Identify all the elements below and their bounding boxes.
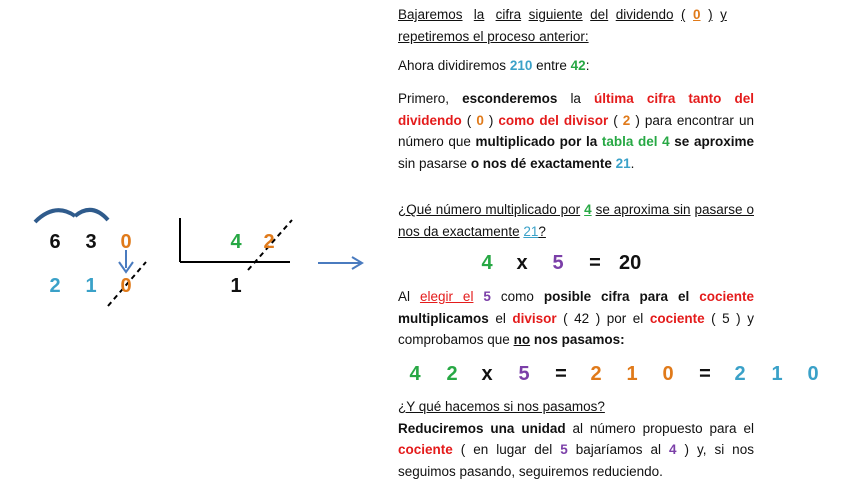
text: ( en lugar del <box>460 442 553 457</box>
remainder-digit: 2 <box>49 275 61 297</box>
paragraph-al-elegir <box>398 286 754 351</box>
text: ¿Qué número multiplicado por <box>398 202 581 217</box>
text: ( 5 ) <box>711 310 741 326</box>
text: se aproxima sin <box>595 202 691 217</box>
equation-term: = <box>589 252 601 274</box>
text: cociente <box>699 289 754 304</box>
text: ) <box>635 112 640 128</box>
text: para encontrar <box>644 112 734 128</box>
paragraph-bajaremos <box>398 4 754 47</box>
text: elegir el <box>419 289 474 304</box>
equation-term: 0 <box>662 363 674 385</box>
equation-term: 2 <box>590 363 602 385</box>
equation-term: = <box>699 363 711 385</box>
division-figure <box>0 0 380 493</box>
text: pasarse o nos da exactamente <box>398 202 754 239</box>
text: al número propuesto para <box>572 420 737 436</box>
text: tabla del 4 <box>601 134 670 149</box>
text: Primero, <box>398 91 450 106</box>
brace-right <box>75 210 108 220</box>
text: 4 <box>584 202 592 217</box>
remainder-digit: 1 <box>85 275 97 297</box>
text: 4 <box>669 442 677 457</box>
text: 210 <box>509 58 533 73</box>
equation-term: 2 <box>734 363 746 385</box>
equation-term: 4 <box>481 252 493 274</box>
text: 42 <box>570 58 586 73</box>
text: ) y, si nos <box>684 442 754 457</box>
equation-term: 4 <box>409 363 421 385</box>
text: multiplicado por la <box>475 134 598 149</box>
dividend-digit: 3 <box>85 231 97 253</box>
text: se <box>674 134 690 149</box>
text: entre <box>536 58 567 73</box>
text: : <box>585 58 590 73</box>
text: o nos dé exactamente <box>470 155 612 171</box>
text: 5 <box>560 442 568 457</box>
text: cifra <box>495 7 522 22</box>
text: última cifra tanto del <box>594 91 754 106</box>
text: repetiremos el proceso anterior: <box>398 28 589 44</box>
equation-term: x <box>481 363 493 385</box>
text: Bajaremos <box>398 7 463 22</box>
text: ( <box>613 112 618 128</box>
text: ( 42 ) <box>563 310 601 326</box>
paragraph-primero <box>398 88 754 174</box>
text: del <box>590 7 609 22</box>
divisor-digit: 4 <box>230 231 242 253</box>
equation-term: 1 <box>626 363 638 385</box>
text: por el <box>606 310 644 326</box>
equation-term: x <box>516 252 528 274</box>
paragraph-y-que <box>398 396 754 482</box>
text: ? <box>538 223 546 239</box>
text: sin pasarse <box>398 155 468 171</box>
text: 2 <box>622 112 631 128</box>
text: ( <box>681 7 686 22</box>
remainder-digit: 0 <box>120 275 132 297</box>
text: aproxime <box>693 134 754 149</box>
divisor-digit: 2 <box>263 231 275 253</box>
text: no <box>513 332 531 347</box>
equation-term: 20 <box>619 252 642 274</box>
text: nos pasamos: <box>533 332 625 347</box>
text: un número que <box>398 112 754 149</box>
paragraph-ahora <box>398 55 754 77</box>
text: multiplicamos <box>398 310 489 326</box>
text: comprobamos que <box>398 332 510 347</box>
equation-term: = <box>555 363 567 385</box>
text: el <box>743 420 754 436</box>
text: 5 <box>483 289 491 304</box>
text: esconderemos <box>462 91 558 106</box>
text: como del divisor <box>498 112 609 128</box>
text: 21 <box>523 223 539 239</box>
dividend-digit: 0 <box>120 231 132 253</box>
text: seguimos pasando, seguiremos reduciendo. <box>398 463 663 479</box>
text: Ahora dividiremos <box>398 58 507 73</box>
text: bajaríamos al <box>575 442 662 457</box>
text: ) <box>488 112 494 128</box>
text: dividendo <box>398 112 462 128</box>
equation-term: 2 <box>446 363 458 385</box>
text: la <box>570 91 581 106</box>
brace-left <box>35 210 75 222</box>
text: 0 <box>693 7 701 22</box>
dividend-digit: 6 <box>49 231 61 253</box>
text: ) <box>708 7 713 22</box>
text: la <box>473 7 485 22</box>
text: cociente <box>649 310 705 326</box>
equation-term: 0 <box>807 363 819 385</box>
quotient-digit: 1 <box>230 275 242 297</box>
text: Al <box>398 289 411 304</box>
equation-term: 5 <box>552 252 564 274</box>
text: divisor <box>512 310 557 326</box>
text: y <box>720 7 727 22</box>
text: siguiente <box>528 7 583 22</box>
text: Reduciremos una unidad <box>398 420 566 436</box>
text: ( <box>466 112 472 128</box>
text: ¿Y qué hacemos si nos pasamos? <box>398 399 605 414</box>
text: dividendo <box>615 7 674 22</box>
text: el <box>495 310 506 326</box>
equation-term: 1 <box>771 363 783 385</box>
text: . <box>630 155 635 171</box>
paragraph-que-numero <box>398 199 754 242</box>
text: 21 <box>615 155 631 171</box>
text: 0 <box>476 112 484 128</box>
equation-term: 5 <box>518 363 530 385</box>
text: como <box>500 289 534 304</box>
text: cociente <box>398 442 453 457</box>
text: posible cifra para el <box>543 289 690 304</box>
text: y <box>747 310 754 326</box>
